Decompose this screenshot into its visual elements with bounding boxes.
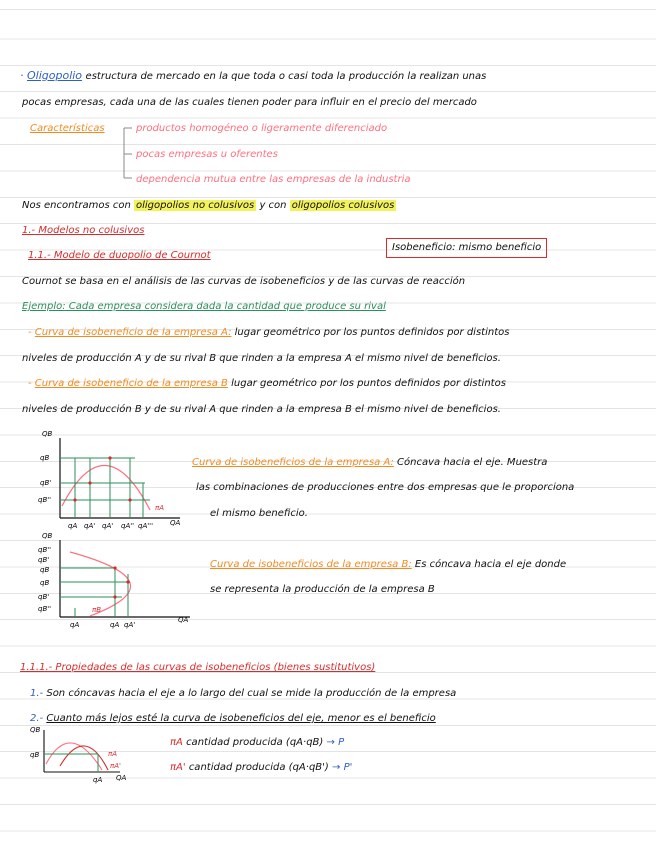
graph-b-y-tick-1: qB'' bbox=[38, 546, 52, 554]
curve-a-rest: lugar geométrico por los puntos definidos por distintos bbox=[234, 327, 510, 338]
example-line: Ejemplo: Cada empresa considera dada la cantidad que produce su rival bbox=[22, 301, 386, 312]
legend-2-arrow: → bbox=[332, 762, 341, 773]
graph-a-y-tick-3: qB'' bbox=[38, 496, 52, 504]
graph-a-desc-line-1 bbox=[192, 455, 547, 471]
graph-a-desc-label: Curva de isobeneficios de la empresa A: bbox=[192, 457, 394, 468]
graph-b-curve-label: πB bbox=[92, 606, 102, 614]
legend-1-arrow: → bbox=[326, 737, 335, 748]
graph-a-y-axis: QB bbox=[42, 430, 53, 438]
legend-1-symbol: πA bbox=[170, 737, 183, 748]
graph-b-desc-label: Curva de isobeneficios de la empresa B: bbox=[210, 559, 412, 570]
curve-b-line-2: niveles de producción B y de su rival A que rinden a la empresa B el mismo nivel de beneficios. bbox=[22, 404, 501, 415]
curve-b-label: Curva de isobeneficio de la empresa B bbox=[34, 378, 228, 389]
graph-a-x-tick-5: qA''' bbox=[138, 522, 154, 530]
graph-a-y-tick-2: qB' bbox=[40, 479, 52, 487]
section-1-1-1-title bbox=[20, 660, 375, 676]
property-2-num: 2.- bbox=[30, 713, 44, 724]
graph-c bbox=[30, 724, 140, 784]
definition-line-1: estructura de mercado en la que toda o casi toda la producción la realizan unas bbox=[85, 71, 487, 82]
curve-a-line-1 bbox=[28, 325, 509, 341]
graph-a-desc-line-3: el mismo beneficio. bbox=[210, 508, 308, 519]
legend-1-text: cantidad producida (qA·qB) bbox=[186, 737, 324, 748]
graph-b-desc-line-2: se representa la producción de la empresa B bbox=[210, 584, 435, 595]
isobeneficio-box bbox=[386, 238, 547, 258]
features-bracket bbox=[114, 124, 134, 184]
features-label: Características bbox=[30, 123, 105, 134]
curve-a-dash: - bbox=[28, 327, 32, 338]
section-1-1-title: 1.1.- Modelo de duopolio de Cournot bbox=[28, 250, 211, 261]
graph-c-x-tick: qA bbox=[93, 776, 103, 784]
definition-line-2: pocas empresas, cada una de las cuales tienen poder para influir en el precio del mercado bbox=[22, 97, 477, 108]
property-1-num: 1.- bbox=[30, 688, 44, 699]
graph-a-desc-line-2: las combinaciones de producciones entre dos empresas que le proporciona bbox=[196, 482, 575, 493]
graph-b-x-tick-1: qA bbox=[70, 621, 80, 629]
graph-a-x-tick-4: qA'' bbox=[121, 522, 135, 530]
graph-a bbox=[30, 428, 200, 533]
legend-row-2 bbox=[170, 760, 352, 776]
types-highlight-1: oligopolios no colusivos bbox=[135, 200, 255, 211]
curve-a-label: Curva de isobeneficio de la empresa A: bbox=[34, 327, 232, 338]
graph-c-y-axis: QB bbox=[30, 726, 41, 734]
graph-a-curve-label: πA bbox=[155, 504, 165, 512]
section-1-1-1-title-text: 1.1.1.- Propiedades de las curvas de isobeneficios (bienes sustitutivos) bbox=[20, 662, 376, 673]
types-line bbox=[22, 198, 396, 214]
graph-a-x-tick-2: qA' bbox=[84, 522, 96, 530]
graph-b-x-tick-2: qA bbox=[110, 621, 120, 629]
types-mid: y con bbox=[259, 200, 287, 211]
graph-b-desc-line-1 bbox=[210, 557, 566, 573]
graph-b-desc-rest: Es cóncava hacia el eje donde bbox=[414, 559, 567, 570]
intro-line-1 bbox=[20, 68, 486, 85]
property-1-text: Son cóncavas hacia el eje a lo largo del cual se mide la producción de la empresa bbox=[46, 688, 457, 699]
graph-c-curve-1: πA bbox=[108, 750, 118, 758]
feature-item-2: pocas empresas u oferentes bbox=[136, 149, 278, 160]
term-oligopolio: Oligopolio bbox=[27, 69, 83, 82]
legend-row-1 bbox=[170, 735, 344, 751]
legend-1-result: P bbox=[338, 737, 345, 748]
legend-2-text: cantidad producida (qA·qB') bbox=[188, 762, 329, 773]
graph-a-desc-rest: Cóncava hacia el eje. Muestra bbox=[397, 457, 548, 468]
section-1-title: 1.- Modelos no colusivos bbox=[22, 225, 145, 236]
graph-a-x-tick-1: qA bbox=[68, 522, 78, 530]
cournot-line: Cournot se basa en el análisis de las curvas de isobeneficios y de las curvas de reacción bbox=[22, 276, 466, 287]
graph-b-x-tick-3: qA' bbox=[124, 621, 136, 629]
feature-item-3: dependencia mutua entre las empresas de la industria bbox=[136, 174, 411, 185]
graph-b-y-tick-2: qB' bbox=[38, 556, 50, 564]
graph-a-y-tick-1: qB bbox=[40, 454, 50, 462]
graph-b-y-tick-5: qB' bbox=[38, 593, 50, 601]
curve-b-rest: lugar geométrico por los puntos definidos por distintos bbox=[231, 378, 506, 389]
legend-2-symbol: πA' bbox=[170, 762, 186, 773]
graph-b bbox=[30, 532, 200, 632]
curve-a-line-2: niveles de producción A y de su rival B que rinden a la empresa A el mismo nivel de beneficios. bbox=[22, 353, 501, 364]
types-pre: Nos encontramos con bbox=[22, 200, 131, 211]
feature-item-1: productos homogéneo o ligeramente diferenciado bbox=[136, 123, 388, 134]
graph-b-y-tick-6: qB'' bbox=[38, 605, 52, 613]
bullet: · bbox=[20, 69, 24, 82]
graph-c-curve-2: πA' bbox=[110, 762, 121, 770]
isobeneficio-box-text: Isobeneficio: mismo beneficio bbox=[392, 242, 542, 253]
graph-a-x-axis: QA bbox=[170, 519, 181, 527]
property-1 bbox=[30, 686, 456, 702]
curve-b-line-1 bbox=[28, 376, 506, 392]
types-highlight-2: oligopolios colusivos bbox=[291, 200, 395, 211]
graph-b-y-axis: QB bbox=[42, 532, 53, 540]
legend-2-result: P' bbox=[343, 762, 353, 773]
graph-c-x-axis: QA bbox=[116, 774, 127, 782]
curve-b-dash: - bbox=[28, 378, 32, 389]
property-2-text: Cuanto más lejos esté la curva de isobeneficios del eje, menor es el beneficio bbox=[46, 713, 436, 724]
graph-c-y-tick: qB bbox=[30, 751, 40, 759]
graph-a-x-tick-3: qA' bbox=[102, 522, 114, 530]
graph-b-y-tick-3: qB bbox=[40, 566, 50, 574]
graph-b-y-tick-4: qB bbox=[40, 579, 50, 587]
graph-b-x-axis: QA bbox=[178, 616, 189, 624]
